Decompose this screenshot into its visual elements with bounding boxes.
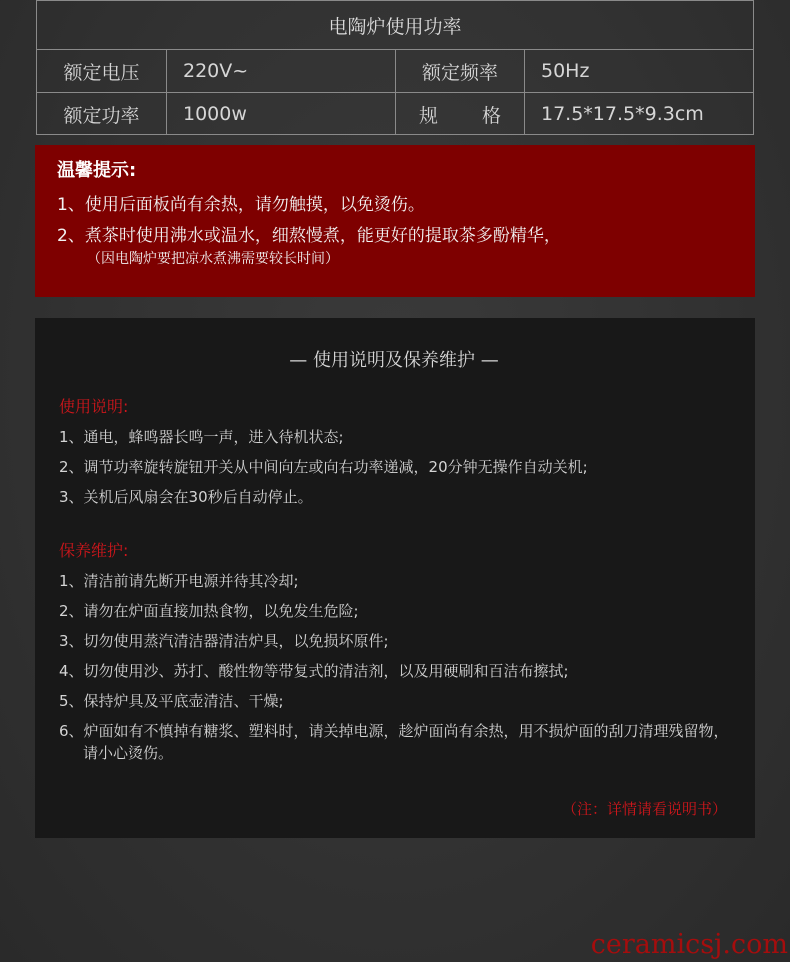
usage-item: 1、通电，蜂鸣器长鸣一声，进入待机状态;	[59, 428, 344, 446]
rated-frequency-value: 50Hz	[541, 60, 590, 82]
rated-power-value: 1000w	[167, 93, 396, 135]
usage-item: 3、关机后风扇会在30秒后自动停止。	[59, 488, 313, 506]
maintenance-item: 6、炉面如有不慎掉有糖浆、塑料时，请关掉电源，趁炉面尚有余热，用不损炉面的刮刀清理残留物，请小心烫伤。	[59, 722, 729, 762]
rated-voltage-label: 额定电压	[37, 50, 167, 92]
guide-heading: — 使用说明及保养维护 —	[289, 350, 499, 371]
rated-frequency-label: 额定频率	[396, 50, 525, 92]
rated-power-label: 额定功率	[37, 93, 167, 135]
spec-row-power	[37, 93, 753, 135]
warm-tip-item: 2、煮茶时使用沸水或温水，细熬慢煮，能更好的提取茶多酚精华，	[57, 226, 561, 246]
maintenance-section-title: 保养维护:	[59, 541, 129, 560]
warm-tip-item: 1、使用后面板尚有余热，请勿触摸，以免烫伤。	[57, 195, 425, 215]
maintenance-item: 2、请勿在炉面直接加热食物，以免发生危险;	[59, 602, 359, 620]
spec-table	[36, 0, 754, 135]
site-watermark: ceramicsj.com	[590, 929, 788, 960]
dimensions-label-part2: 格	[482, 104, 502, 127]
maintenance-item: 4、切勿使用沙、苏打、酸性物等带复式的清洁剂，以及用硬刷和百洁布擦拭;	[59, 662, 569, 680]
warm-tip-subnote: （因电陶炉要把凉水煮沸需要较长时间）	[87, 251, 339, 267]
warm-tips-panel	[35, 145, 755, 297]
rated-voltage-value: 220V~	[167, 50, 396, 92]
maintenance-item: 5、保持炉具及平底壶清洁、干燥;	[59, 692, 284, 710]
usage-item: 2、调节功率旋转旋钮开关从中间向左或向右功率递减，20分钟无操作自动关机;	[59, 458, 588, 476]
dimensions-value: 17.5*17.5*9.3cm	[541, 103, 704, 125]
dimensions-label	[396, 93, 525, 135]
maintenance-item: 3、切勿使用蒸汽清洁器清洁炉具，以免损坏原件;	[59, 632, 389, 650]
spec-row-voltage	[37, 50, 753, 93]
spec-table-title: 电陶炉使用功率	[37, 1, 753, 50]
manual-note: （注：详情请看说明书）	[561, 800, 727, 818]
warm-tips-title: 温馨提示:	[57, 160, 137, 181]
maintenance-item: 1、清洁前请先断开电源并待其冷却;	[59, 572, 299, 590]
guide-panel	[35, 318, 755, 838]
dimensions-label-part1: 规	[418, 104, 438, 127]
usage-section-title: 使用说明:	[59, 397, 129, 416]
